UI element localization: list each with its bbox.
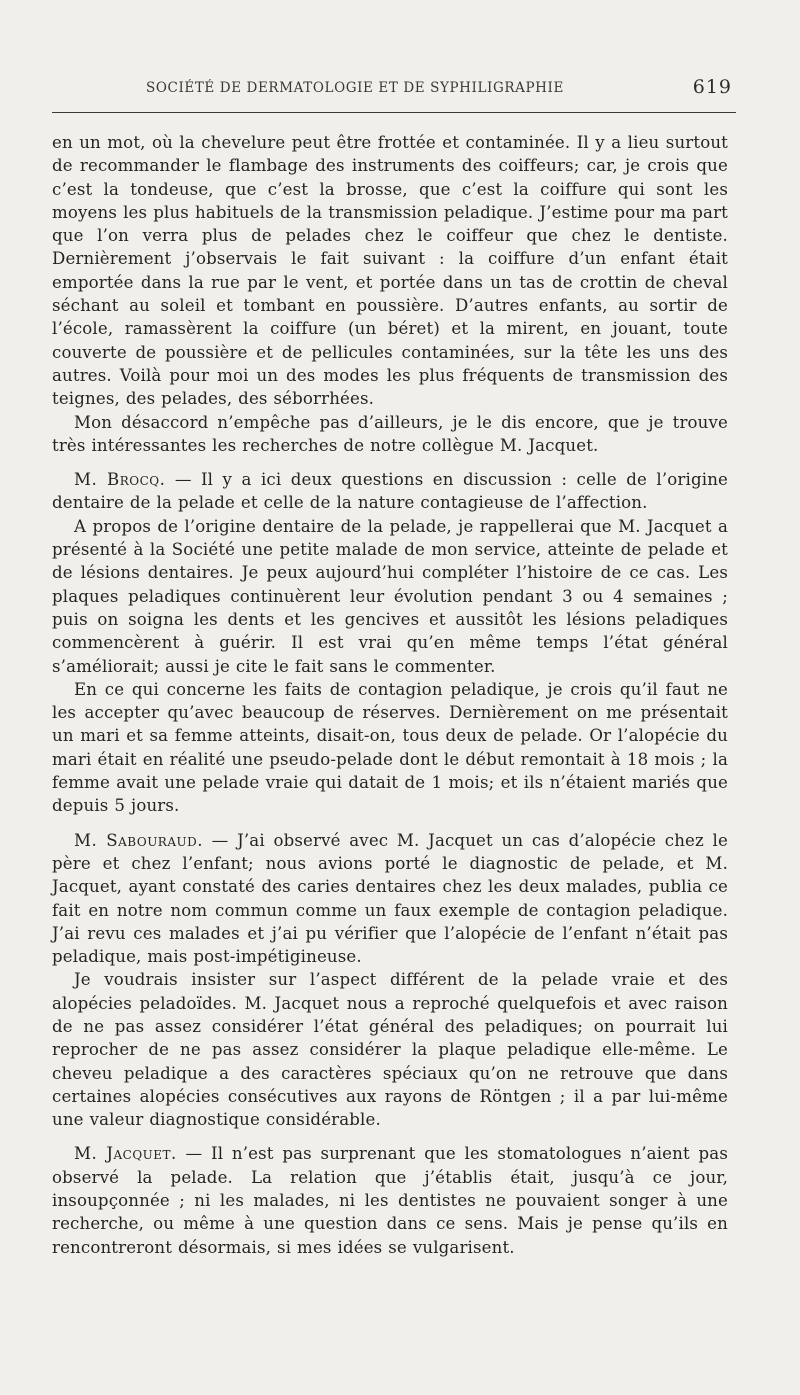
paragraph-text: En ce qui concerne les faits de contagion peladique, je crois qu’il faut ne les accepter qu’avec beaucoup de réserves. Dernièrement on me présentait un mari et sa femme atteints, disait-on, tous deux de pelade. Or l’alopécie du mari était en réalité une pseudo-pelade dont le début remontait à 18 mois ; la femme avait une pelade vraie qui datait de 1 mois; et ils n’étaient mariés que depuis 5 jours. — [52, 679, 728, 816]
speaker-name: M. Brocq. — [74, 470, 166, 490]
speaker-paragraph-jacquet — [52, 1142, 728, 1258]
paragraph-text: Je voudrais insister sur l’aspect différent de la pelade vraie et des alopécies peladoïdes. M. Jacquet nous a reproché quelquefois et avec raison de ne pas assez considérer l’état général des peladiques; on pourrait lui reprocher de ne pas assez considérer la plaque peladique elle-même. Le cheveu peladique a des caractères spéciaux qu’on ne retrouve que dans certaines alopécies consécutives aux rayons de Röntgen ; il a par lui-même une valeur diagnostique considérable. — [52, 970, 728, 1130]
paragraph-text: A propos de l’origine dentaire de la pelade, je rappellerai que M. Jacquet a présenté à la Société une petite malade de mon service, atteinte de pelade et de lésions dentaires. Je peux aujourd’hui compléter l’histoire de ce cas. Les plaques peladiques continuèrent leur évolution pendant 3 ou 4 semaines ; puis on soigna les dents et les gencives et aussitôt les lésions peladiques commencèrent à guérir. Il est vrai qu’en même temps l’état général s’améliorait; aussi je cite le fait sans le commenter. — [52, 516, 728, 676]
paragraph-text: — Il n’est pas surprenant que les stomatologues n’aient pas observé la pelade. La relation que j’établis était, jusqu’à ce jour, insoupçonnée ; ni les malades, ni les dentistes ne pouvaient songer à une recherche, ou même à une question dans ce sens. Mais je pense qu’ils en rencontreront désormais, si mes idées se vulgarisent. — [52, 1144, 728, 1257]
paragraph — [52, 411, 728, 458]
paragraph-text: — Il y a ici deux questions en discussion : celle de l’origine dentaire de la pelade et celle de la nature contagieuse de l’affection. — [52, 470, 729, 513]
page-header — [52, 76, 732, 100]
paragraph — [52, 515, 728, 678]
speaker-name: M. Sabouraud. — [74, 830, 204, 850]
body-text — [52, 131, 728, 1259]
paragraph-text: en un mot, où la chevelure peut être frottée et contaminée. Il y a lieu surtout de recommander le flambage des instruments des coiffeurs; car, je crois que c’est la tondeuse, que c’est la brosse, que c’est la coiffure qui sont les moyens les plus habituels de la transmission peladique. J’estime pour ma part que l’on verra plus de pelades chez le coiffeur que chez le dentiste. Dernièrement j’observais le fait suivant : la coiffure d’un enfant était emportée dans la rue par le vent, et portée dans un tas de crottin de cheval séchant au soleil et tombant en poussière. D’autres enfants, au sortir de l’école, ramassèrent la coiffure (un béret) et la mirent, en jouant, toute couverte de poussière et de pellicules contaminées, sur la tête les uns des autres. Voilà pour moi un des modes les plus fréquents de transmission des teignes, des pelades, des séborrhées. — [52, 133, 728, 409]
paragraph — [52, 678, 728, 818]
speaker-paragraph-brocq — [52, 468, 728, 515]
paragraph-text: — J’ai observé avec M. Jacquet un cas d’alopécie chez le père et chez l’enfant; nous avions porté le diagnostic de pelade, et M. Jacquet, ayant constaté des caries dentaires chez les deux malades, publia ce fait en notre nom commun comme un faux exemple de contagion peladique. J’ai revu ces malades et j’ai pu vérifier que l’alopécie de l’enfant n’était pas peladique, mais post-impétigineuse. — [52, 830, 728, 967]
paragraph-continuation — [52, 131, 728, 411]
running-title: SOCIÉTÉ DE DERMATOLOGIE ET DE SYPHILIGRAPHIE — [146, 80, 564, 96]
header-rule — [52, 112, 736, 113]
paragraph-text: Mon désaccord n’empêche pas d’ailleurs, je le dis encore, que je trouve très intéressantes les recherches de notre collègue M. Jacquet. — [52, 412, 728, 455]
page-number: 619 — [692, 76, 732, 98]
paragraph — [52, 968, 728, 1131]
speaker-paragraph-sabouraud — [52, 829, 728, 969]
speaker-name: M. Jacquet. — [74, 1144, 177, 1164]
